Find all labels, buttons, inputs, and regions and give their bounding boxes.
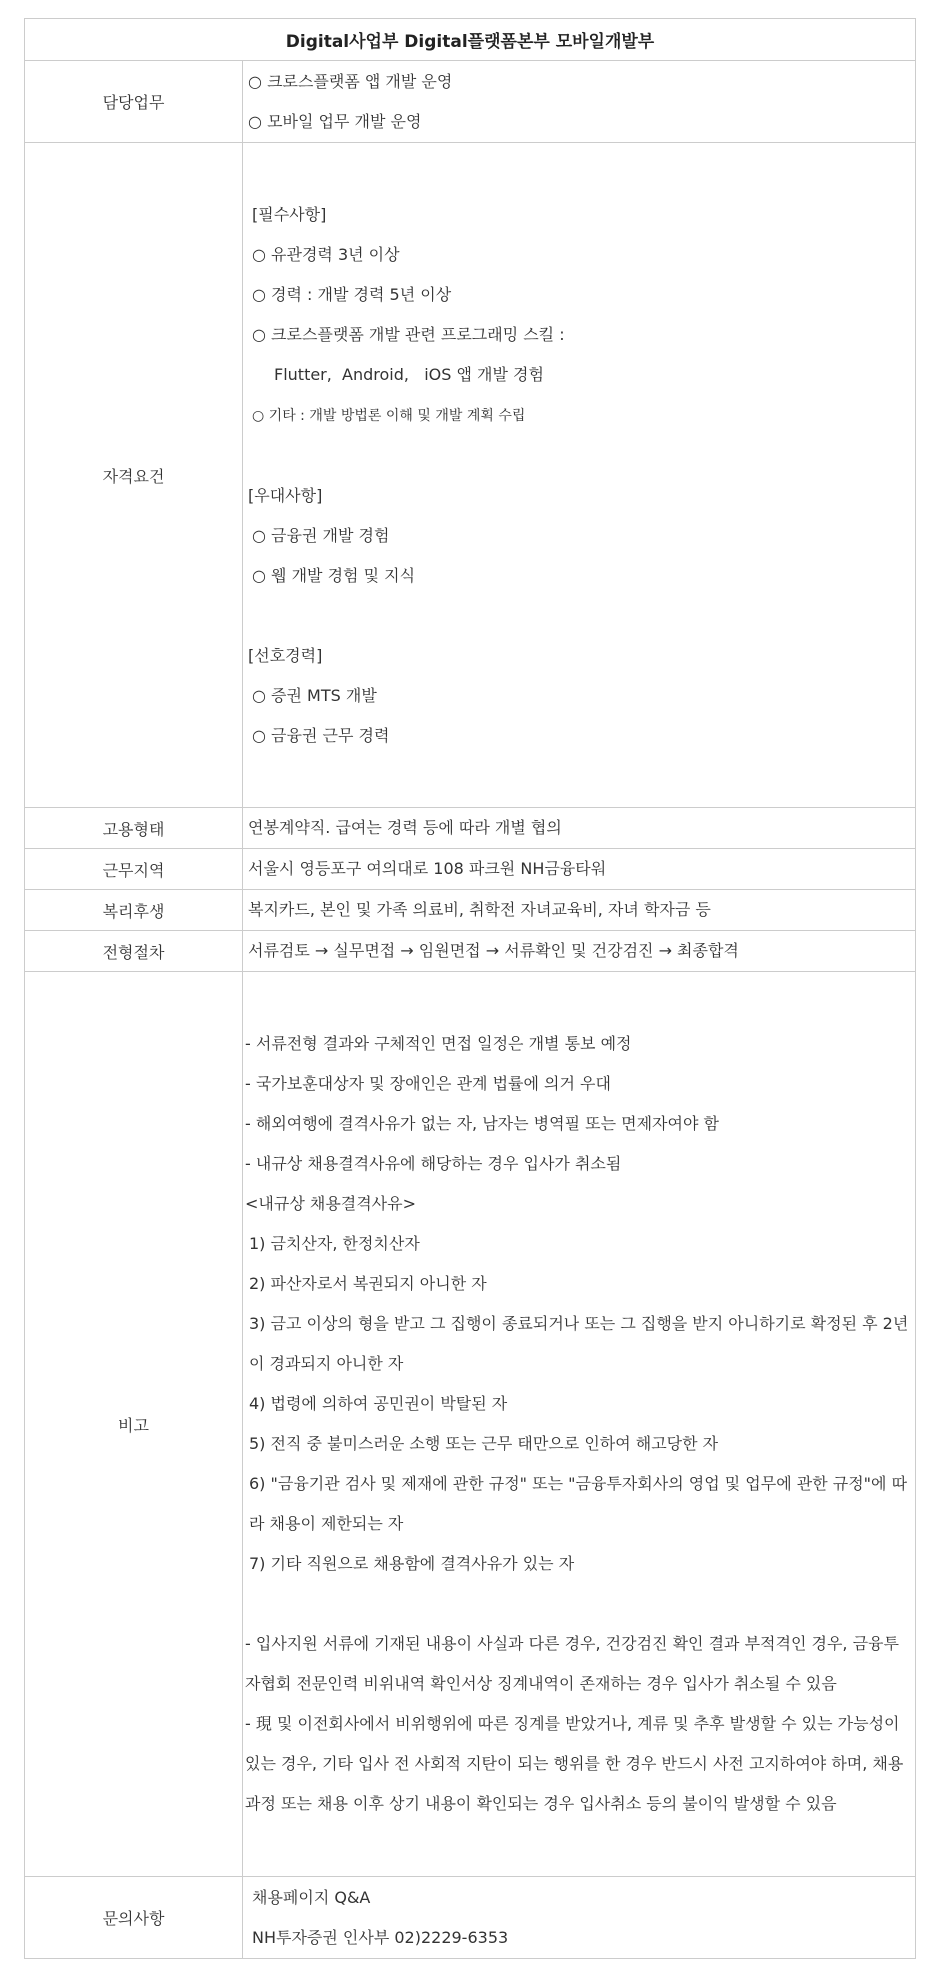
qualifications-content [243,143,916,808]
reason-item: 5) 전직 중 불미스러운 소행 또는 근무 태만으로 인하여 해고당한 자 [249,1434,719,1453]
note-item: - 국가보훈대상자 및 장애인은 관계 법률에 의거 우대 [245,1074,611,1093]
duties-content [243,61,916,143]
inquiry-line: 채용페이지 Q&A [252,1887,371,1907]
title-row [25,19,916,61]
circle-bullet-icon: ○ [248,111,262,131]
qualifications-row [25,143,916,808]
duty-item: ○ 모바일 업무 개발 운영 [248,111,422,131]
inquiry-label: 문의사항 [25,1877,243,1959]
duties-row [25,61,916,143]
location-row [25,849,916,890]
location-label: 근무지역 [25,849,243,890]
skills-line: Flutter, Android, iOS 앱 개발 경험 [274,364,544,384]
benefits-value: 복지카드, 본인 및 가족 의료비, 취학전 자녀교육비, 자녀 학자금 등 [243,890,916,931]
preferred-heading: [우대사항] [248,485,323,505]
required-item: ○ 유관경력 3년 이상 [252,244,400,264]
preferred-item: ○ 웹 개발 경험 및 지식 [252,565,416,585]
required-heading: [필수사항] [252,204,327,224]
inquiry-content [243,1877,916,1959]
note-item: <내규상 채용결격사유> [245,1194,417,1213]
inquiry-line: NH투자증권 인사부 02)2229-6353 [252,1927,509,1947]
employment-value: 연봉계약직. 급여는 경력 등에 따라 개별 협의 [243,808,916,849]
note-item: - 서류전형 결과와 구체적인 면접 일정은 개별 통보 예정 [245,1034,632,1053]
benefits-label: 복리후생 [25,890,243,931]
reason-item: 6) "금융기관 검사 및 제재에 관한 규정" 또는 "금융투자회사의 영업 및 업무에 관한 규정"에 따라 채용이 제한되는 자 [249,1474,908,1533]
preferred-exp-item: ○ 금융권 근무 경력 [252,725,390,745]
reason-item: 7) 기타 직원으로 채용함에 결격사유가 있는 자 [249,1554,575,1573]
cancellation-note: - 現 및 이전회사에서 비위행위에 따른 징계를 받았거나, 계류 및 추후 발생할 수 있는 가능성이 있는 경우, 기타 입사 전 사회적 지탄이 되는 행위를 한 경우 반드시 사전 고지하여야 하며, 채용과정 또는 채용 이후 상기 내용이 확인되는 경우 입사취소 등의 불이익 발생할 수 있음 [245,1714,904,1813]
circle-bullet-icon: ○ [248,71,262,91]
reason-item: 3) 금고 이상의 형을 받고 그 집행이 종료되거나 또는 그 집행을 받지 아니하기로 확정된 후 2년이 경과되지 아니한 자 [249,1314,909,1373]
preferred-item: ○ 금융권 개발 경험 [252,525,390,545]
note-item: - 내규상 채용결격사유에 해당하는 경우 입사가 취소됨 [245,1154,622,1173]
remarks-content [243,972,916,1877]
employment-label: 고용형태 [25,808,243,849]
duties-label: 담당업무 [25,61,243,143]
required-item: ○ 크로스플랫폼 개발 관련 프로그래밍 스킬 : [252,324,565,344]
process-label: 전형절차 [25,931,243,972]
qualifications-label: 자격요건 [25,143,243,808]
remarks-row [25,972,916,1877]
reason-item: 4) 법령에 의하여 공민권이 박탈된 자 [249,1394,508,1413]
note-item: - 해외여행에 결격사유가 없는 자, 남자는 병역필 또는 면제자여야 함 [245,1114,719,1133]
preferred-exp-item: ○ 증권 MTS 개발 [252,685,377,705]
remarks-label: 비고 [25,972,243,1877]
cancellation-note: - 입사지원 서류에 기재된 내용이 사실과 다른 경우, 건강검진 확인 결과 부적격인 경우, 금융투자협회 전문인력 비위내역 확인서상 징계내역이 존재하는 경우 입사가 취소될 수 있음 [245,1634,899,1693]
reason-item: 2) 파산자로서 복권되지 아니한 자 [249,1274,487,1293]
process-value: 서류검토 → 실무면접 → 임원면접 → 서류확인 및 건강검진 → 최종합격 [243,931,916,972]
benefits-row [25,890,916,931]
required-item: ○ 경력 : 개발 경력 5년 이상 [252,284,452,304]
etc-item: ○ 기타 : 개발 방법론 이해 및 개발 계획 수립 [252,407,526,424]
reason-item: 1) 금치산자, 한정치산자 [249,1234,420,1253]
posting-title: Digital사업부 Digital플랫폼본부 모바일개발부 [25,19,916,61]
duty-item: ○ 크로스플랫폼 앱 개발 운영 [248,71,453,91]
preferred-exp-heading: [선호경력] [248,645,323,665]
location-value: 서울시 영등포구 여의대로 108 파크원 NH금융타워 [243,849,916,890]
process-row [25,931,916,972]
employment-row [25,808,916,849]
job-posting-table [24,18,916,1959]
inquiry-row [25,1877,916,1959]
